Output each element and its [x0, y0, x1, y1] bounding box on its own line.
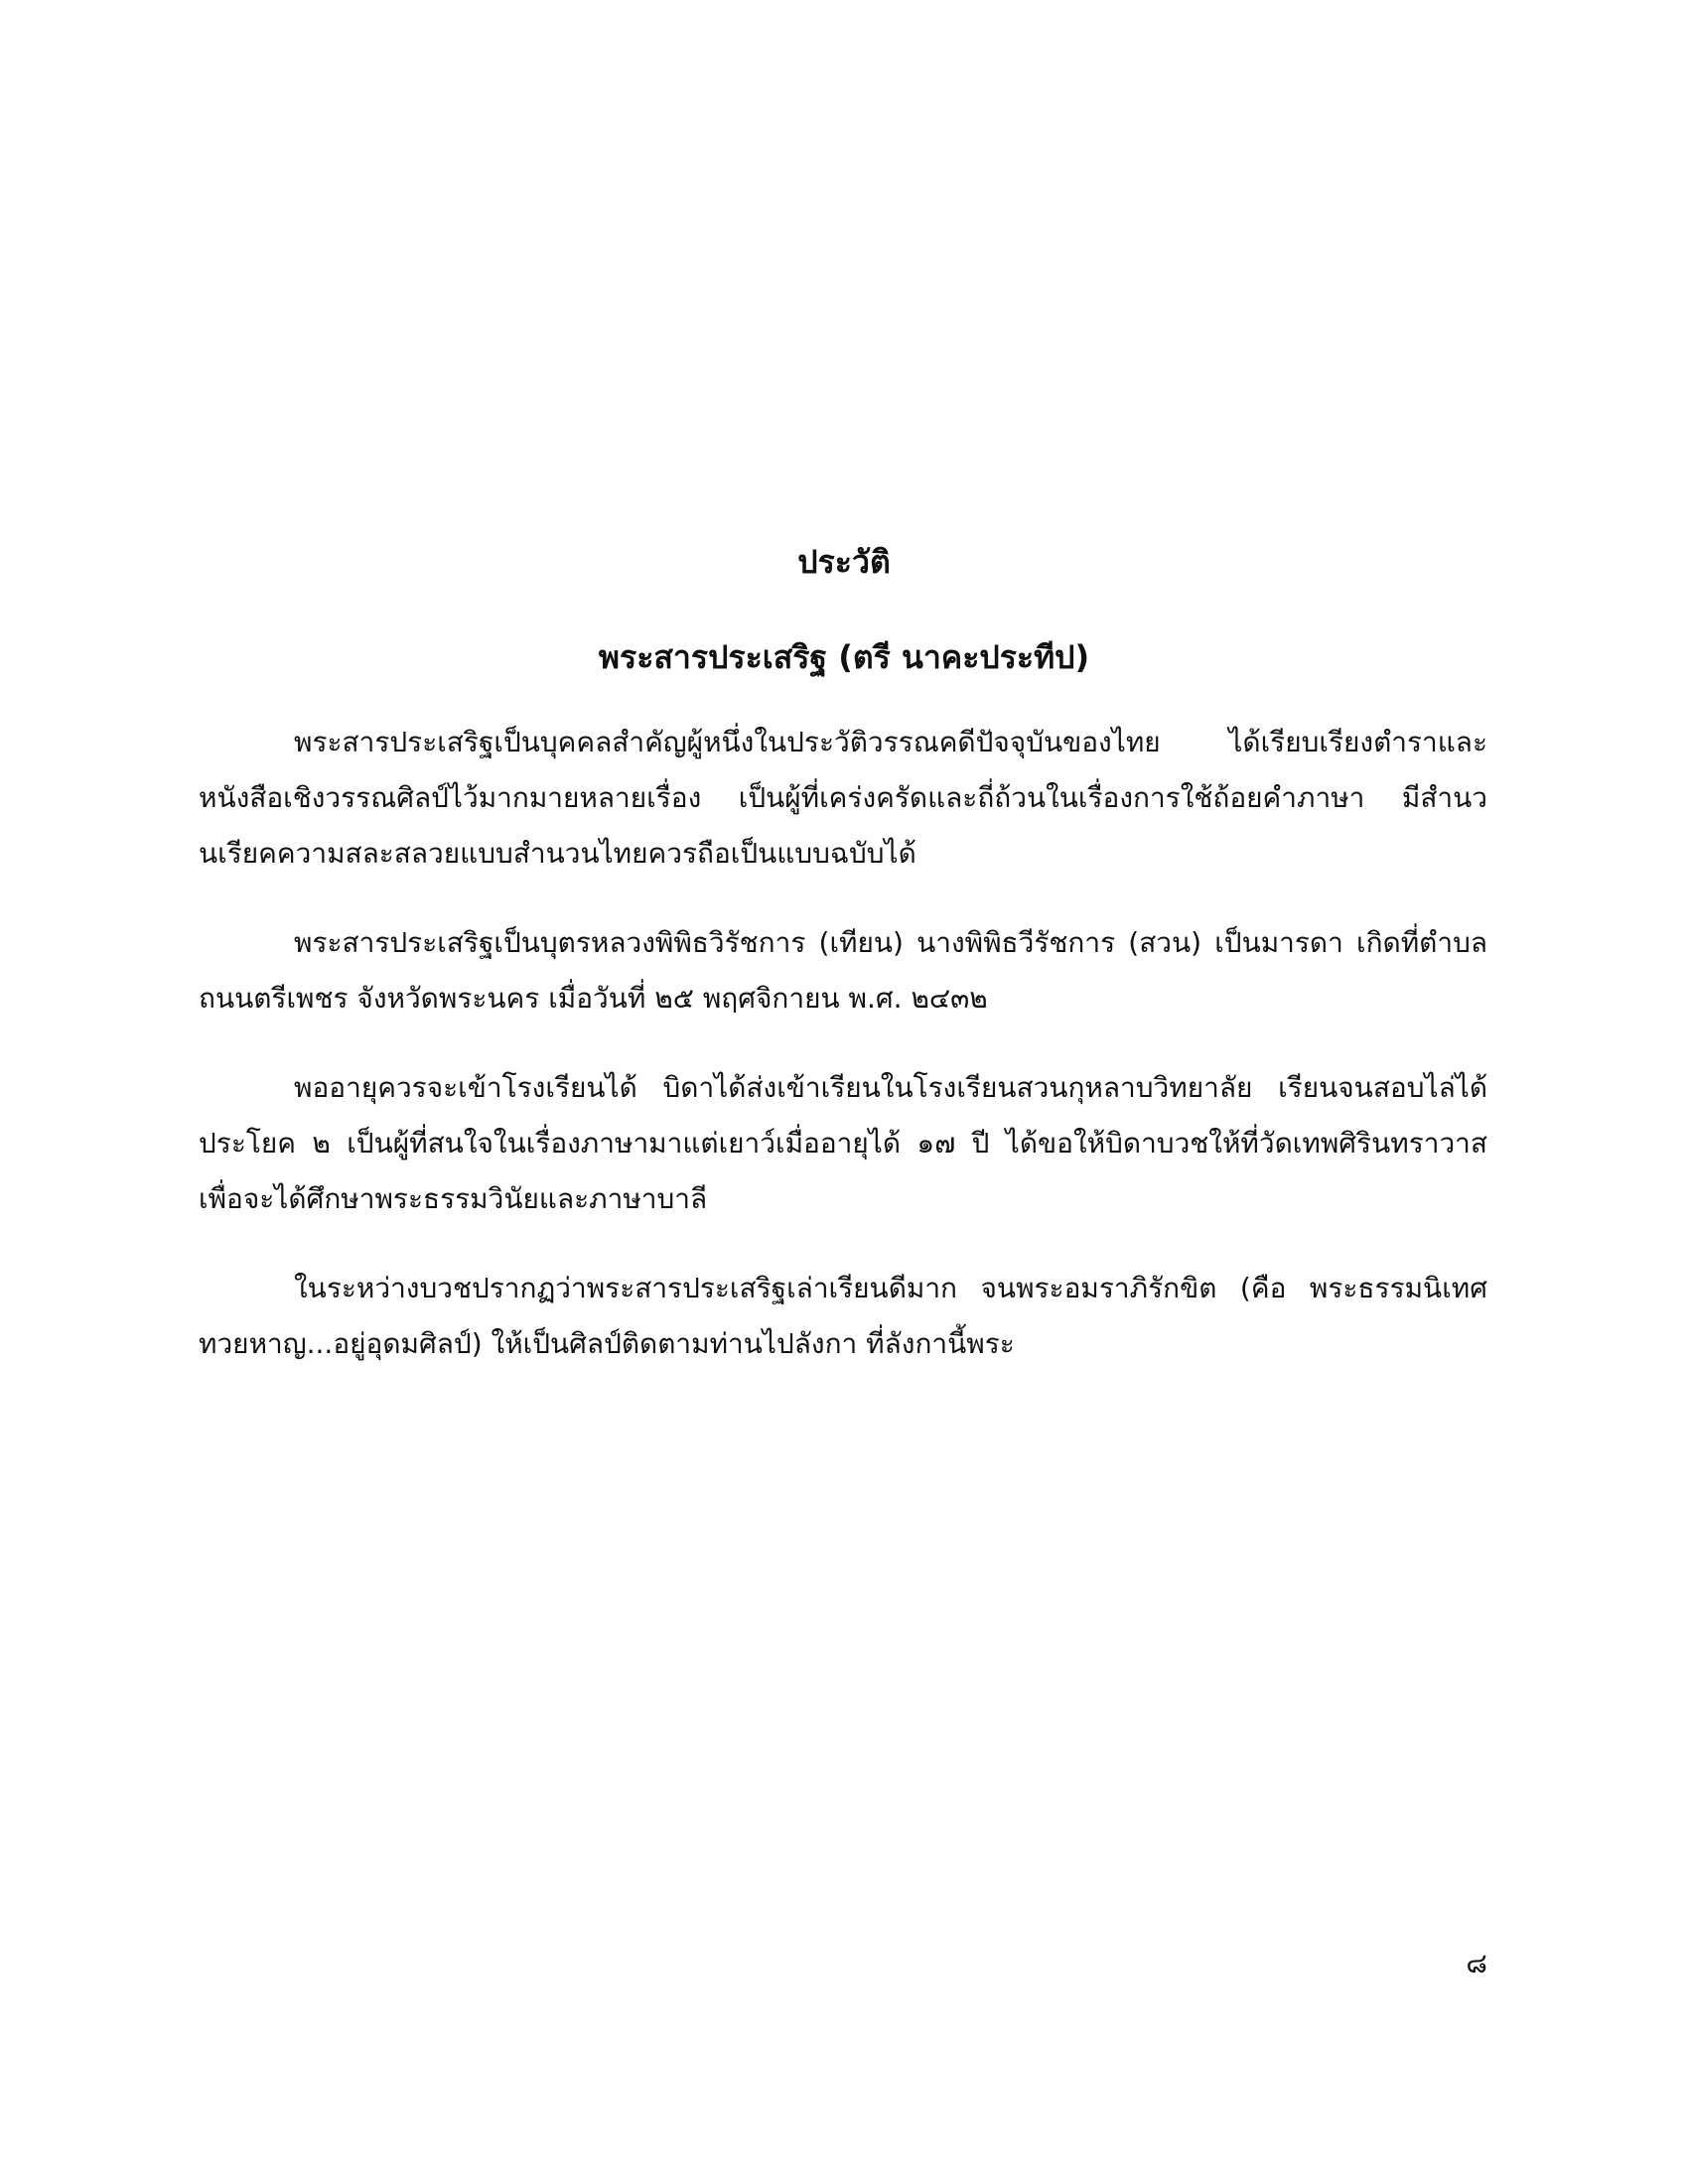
- document-body: [199, 715, 1487, 1406]
- page-subtitle: พระสารประเสริฐ (ตรี นาคะประทีป): [598, 638, 1090, 676]
- paragraph-3: พออายุควรจะเข้าโรงเรียนได้ บิดาได้ส่งเข้าเรียนในโรงเรียนสวนกุหลาบวิทยาลัย เรียนจนสอบไล่ได้ประโยค ๒ เป็นผู้ที่สนใจในเรื่องภาษามาแต่เยาว์เมื่ออายุได้ ๑๗ ปี ได้ขอให้บิดาบวชให้ที่วัดเทพศิรินทราวาส เพื่อจะได้ศึกษาพระธรรมวินัยและภาษาบาลี: [199, 1071, 1487, 1215]
- paragraph-1: พระสารประเสริฐเป็นบุคคลสำคัญผู้หนึ่งในประวัติวรรณคดีปัจจุบันของไทย ได้เรียบเรียงตำราและหนังสือเชิงวรรณศิลป์ไว้มากมายหลายเรื่อง เป็นผู้ที่เคร่งครัดและถี่ถ้วนในเรื่องการใช้ถ้อยคำภาษา มีสำนวนเรียคความสละสลวยแบบสำนวนไทยควรถือเป็นแบบฉบับได้: [199, 726, 1487, 870]
- page-title: ประวัติ: [797, 543, 891, 581]
- page-number: ๘: [1466, 1947, 1487, 1979]
- paragraph-2: พระสารประเสริฐเป็นบุตรหลวงพิพิธวิรัชการ (เทียน) นางพิพิธวีรัชการ (สวน) เป็นมารดา เกิดที่ตำบลถนนตรีเพชร จังหวัดพระนคร เมื่อวันที่ ๒๕ พฤศจิกายน พ.ศ. ๒๔๓๒: [199, 926, 1487, 1015]
- paragraph-4: ในระหว่างบวชปรากฏว่าพระสารประเสริฐเล่าเรียนดีมาก จนพระอมราภิรักขิต (คือ พระธรรมนิเทศทวยหาญ...อยู่อุดมศิลป์) ให้เป็นศิลป์ติดตามท่านไปลังกา ที่ลังกานี้พระ: [199, 1272, 1487, 1360]
